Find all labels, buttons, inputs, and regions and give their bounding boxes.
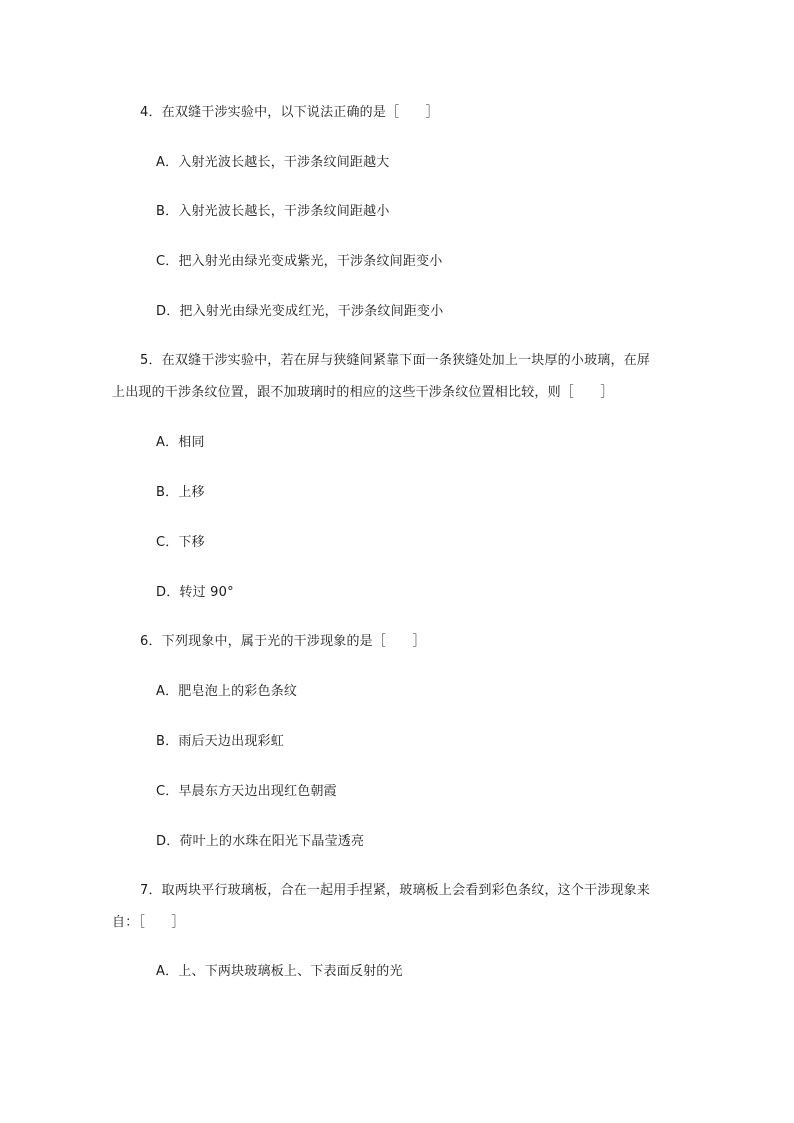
question-4-option-a: A．入射光波长越长，干涉条纹间距越大	[156, 155, 390, 170]
question-6-option-a: A．肥皂泡上的彩色条纹	[156, 684, 298, 699]
question-4-option-b: B．入射光波长越长，干涉条纹间距越小	[156, 204, 390, 219]
question-6-option-b: B．雨后天边出现彩虹	[156, 734, 284, 749]
question-4-option-c: C．把入射光由绿光变成紫光，干涉条纹间距变小	[156, 254, 443, 269]
question-5-option-c: C．下移	[156, 535, 205, 550]
question-4-option-d: D．把入射光由绿光变成红光，干涉条纹间距变小	[156, 304, 444, 319]
question-7-stem-line-2: 自：［ ］	[112, 915, 185, 930]
question-5-option-d: D．转过 90°	[156, 585, 234, 600]
question-5-stem-line-2: 上出现的干涉条纹位置，跟不加玻璃时的相应的这些干涉条纹位置相比较，则［ ］	[112, 385, 614, 400]
question-5-stem-line-1: 5．在双缝干涉实验中，若在屏与狭缝间紧靠下面一条狭缝处加上一块厚的小玻璃，在屏	[140, 353, 651, 368]
question-6-stem: 6．下列现象中，属于光的干涉现象的是［ ］	[140, 634, 426, 649]
question-6-option-c: C．早晨东方天边出现红色朝霞	[156, 784, 337, 799]
question-5-option-a: A．相同	[156, 435, 205, 450]
question-5-option-b: B．上移	[156, 485, 205, 500]
question-6-option-d: D．荷叶上的水珠在阳光下晶莹透亮	[156, 834, 365, 849]
question-7-option-a: A．上、下两块玻璃板上、下表面反射的光	[156, 964, 403, 979]
question-4-stem: 4．在双缝干涉实验中，以下说法正确的是［ ］	[140, 105, 439, 120]
question-7-stem-line-1: 7．取两块平行玻璃板，合在一起用手捏紧，玻璃板上会看到彩色条纹，这个干涉现象来	[140, 883, 651, 898]
